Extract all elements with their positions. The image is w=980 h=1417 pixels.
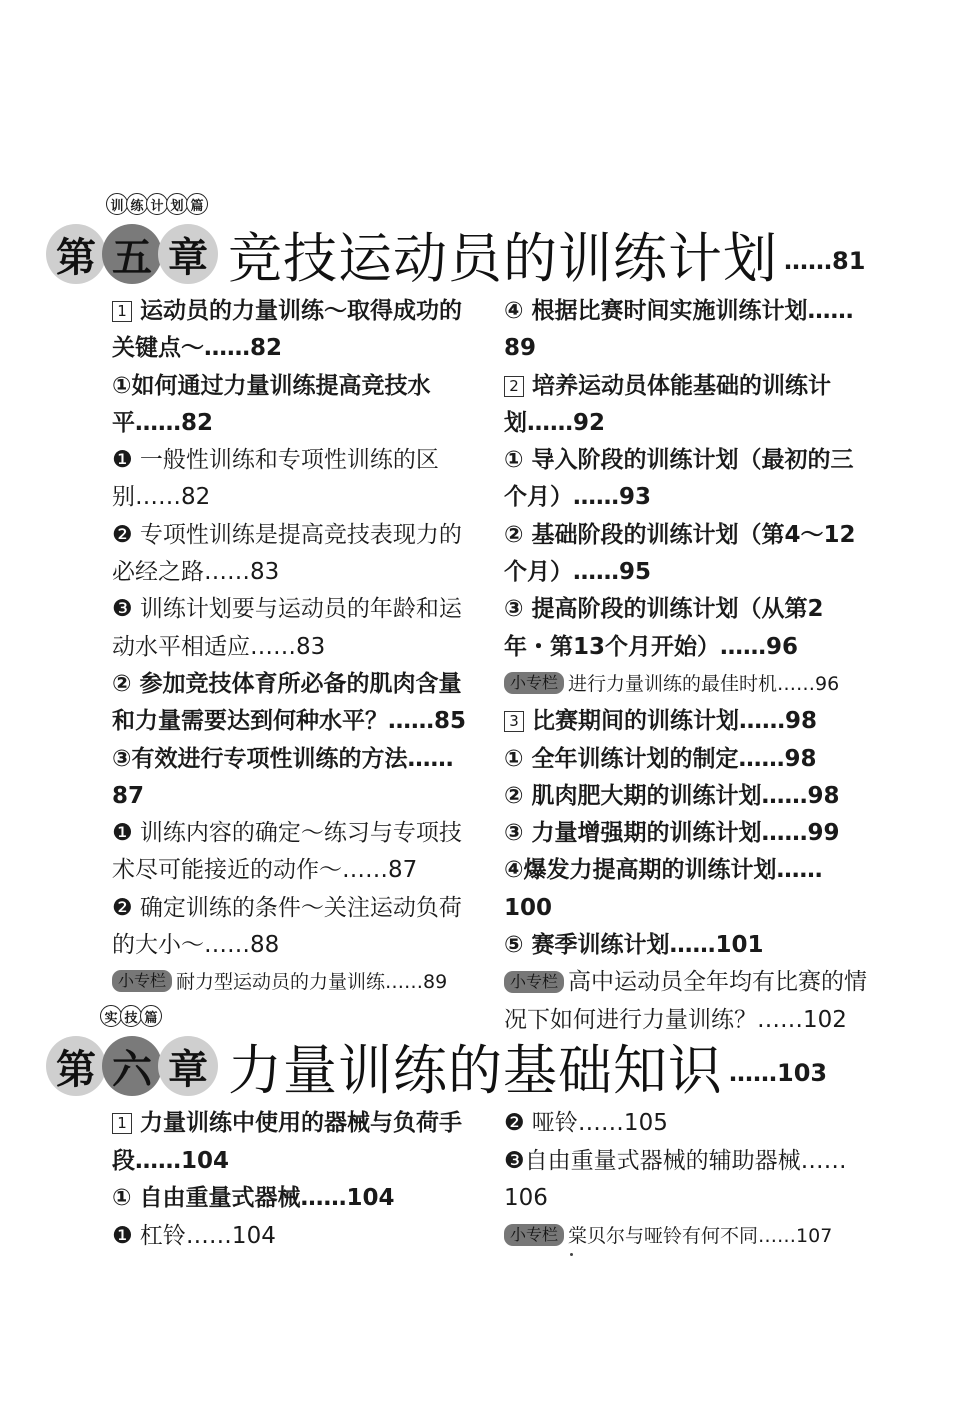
toc-entry[interactable] [112,517,474,592]
toc-entry[interactable] [112,741,474,816]
toc-entry[interactable] [112,368,474,443]
entry-text: 耐力型运动员的力量训练……89 [176,971,448,994]
toc-entry[interactable] [112,1180,474,1218]
badge-char: 技 [120,1005,142,1027]
entry-text: ⑤ 赛季训练计划……101 [504,932,764,959]
entry-text: ❷ 专项性训练是提高竞技表现力的必经之路……83 [112,521,462,586]
toc-columns [112,1105,869,1255]
toc-entry[interactable] [504,517,869,592]
toc-entry[interactable] [504,741,869,778]
entry-text: ② 基础阶段的训练计划（第4～12个月）……95 [504,521,856,586]
badge-char: 训 [106,193,128,215]
section-number: 1 [112,1113,132,1134]
entry-text: ① 导入阶段的训练计划（最初的三个月）……93 [504,447,854,511]
toc-entry[interactable] [504,1218,869,1256]
toc-entry[interactable] [112,666,474,741]
chapter-number: 六 [102,1036,162,1096]
entry-text: ③ 提高阶段的训练计划（从第2年・第13个月开始）……96 [504,596,824,660]
toc-right-column [504,1105,869,1255]
entry-text: ② 肌肉肥大期的训练计划……98 [504,782,840,809]
entry-text: ③ 力量增强期的训练计划……99 [504,820,840,847]
badge-char: 篇 [140,1005,162,1027]
chapter-title: 力量训练的基础知识 [228,1038,723,1102]
toc-left-column [112,1105,474,1255]
print-speck [570,1253,573,1256]
chapter-suffix: 章 [158,224,218,284]
toc-entry[interactable] [504,1105,869,1143]
section-number: 3 [504,711,524,732]
chapter-title: 竞技运动员的训练计划 [228,226,778,290]
entry-text: ① 全年训练计划的制定……98 [504,745,817,772]
toc-entry[interactable] [112,591,474,666]
entry-text: 力量训练中使用的器械与负荷手段……104 [112,1110,462,1174]
toc-entry[interactable] [112,815,474,890]
badge-char: 实 [100,1005,122,1027]
badge-char: 划 [166,193,188,215]
entry-text: ④ 根据比赛时间实施训练计划……89 [504,298,854,362]
toc-entry[interactable] [504,1143,869,1218]
entry-text: ① 自由重量式器械……104 [112,1185,395,1211]
chapter-heading[interactable] [46,1031,827,1101]
badge-char: 篇 [186,193,208,215]
entry-text: 培养运动员体能基础的训练计划……92 [504,372,831,436]
entry-text: 棠贝尔与哑铃有何不同……107 [568,1224,833,1247]
entry-text: ❷ 哑铃……105 [504,1110,668,1136]
column-badge: 小专栏 [504,672,564,694]
toc-entry[interactable] [112,1105,474,1180]
entry-text: ❸自由重量式器械的辅助器械……106 [504,1147,847,1211]
section-number: 1 [112,301,132,322]
entry-text: ② 参加竞技体育所必备的肌肉含量和力量需要达到何种水平？……85 [112,670,467,735]
chapter-heading[interactable] [46,219,865,289]
toc-entry[interactable] [504,442,869,517]
toc-columns [112,293,869,1039]
column-badge: 小专栏 [504,971,564,993]
chapter-suffix: 章 [158,1036,218,1096]
entry-text: 运动员的力量训练～取得成功的关键点～……82 [112,298,462,362]
part-badge [100,1005,160,1027]
entry-text: 进行力量训练的最佳时机……96 [568,672,840,695]
entry-text: ❶ 一般性训练和专项性训练的区别……82 [112,447,439,511]
toc-entry[interactable] [504,815,869,852]
entry-text: ④爆发力提高期的训练计划……100 [504,857,823,921]
chapter-prefix: 第 [46,224,106,284]
part-badge [106,193,206,215]
chapter-page: ……103 [729,1059,828,1087]
entry-text: ❶ 杠铃……104 [112,1222,276,1249]
toc-entry[interactable] [112,442,474,517]
toc-left-column [112,293,474,1039]
toc-entry[interactable] [504,591,869,666]
toc-entry[interactable] [112,890,474,965]
chapter-number: 五 [102,224,162,284]
entry-text: 高中运动员全年均有比赛的情况下如何进行力量训练？……102 [504,969,868,1033]
toc-entry[interactable] [504,293,869,368]
section-number: 2 [504,376,524,397]
badge-char: 计 [146,193,168,215]
chapter-prefix: 第 [46,1036,106,1096]
toc-entry[interactable] [504,368,869,443]
badge-char: 练 [126,193,148,215]
entry-text: ①如何通过力量训练提高竞技水平……82 [112,372,431,436]
toc-right-column [504,293,869,1039]
toc-entry[interactable] [504,778,869,815]
chapter-page: ……81 [784,247,866,275]
entry-text: ③有效进行专项性训练的方法……87 [112,745,454,809]
entry-text: 比赛期间的训练计划……98 [532,708,818,735]
toc-entry[interactable] [112,293,474,368]
column-badge: 小专栏 [504,1224,564,1246]
entry-text: ❶ 训练内容的确定～练习与专项技术尽可能接近的动作～……87 [112,820,462,884]
entry-text: ❸ 训练计划要与运动员的年龄和运动水平相适应……83 [112,596,462,660]
toc-entry[interactable] [504,666,869,703]
toc-entry[interactable] [112,1218,474,1256]
toc-entry[interactable] [504,703,869,740]
column-badge: 小专栏 [112,970,172,992]
toc-entry[interactable] [112,964,474,1001]
toc-entry[interactable] [504,852,869,927]
toc-entry[interactable] [504,927,869,964]
entry-text: ❷ 确定训练的条件～关注运动负荷的大小～……88 [112,894,462,959]
